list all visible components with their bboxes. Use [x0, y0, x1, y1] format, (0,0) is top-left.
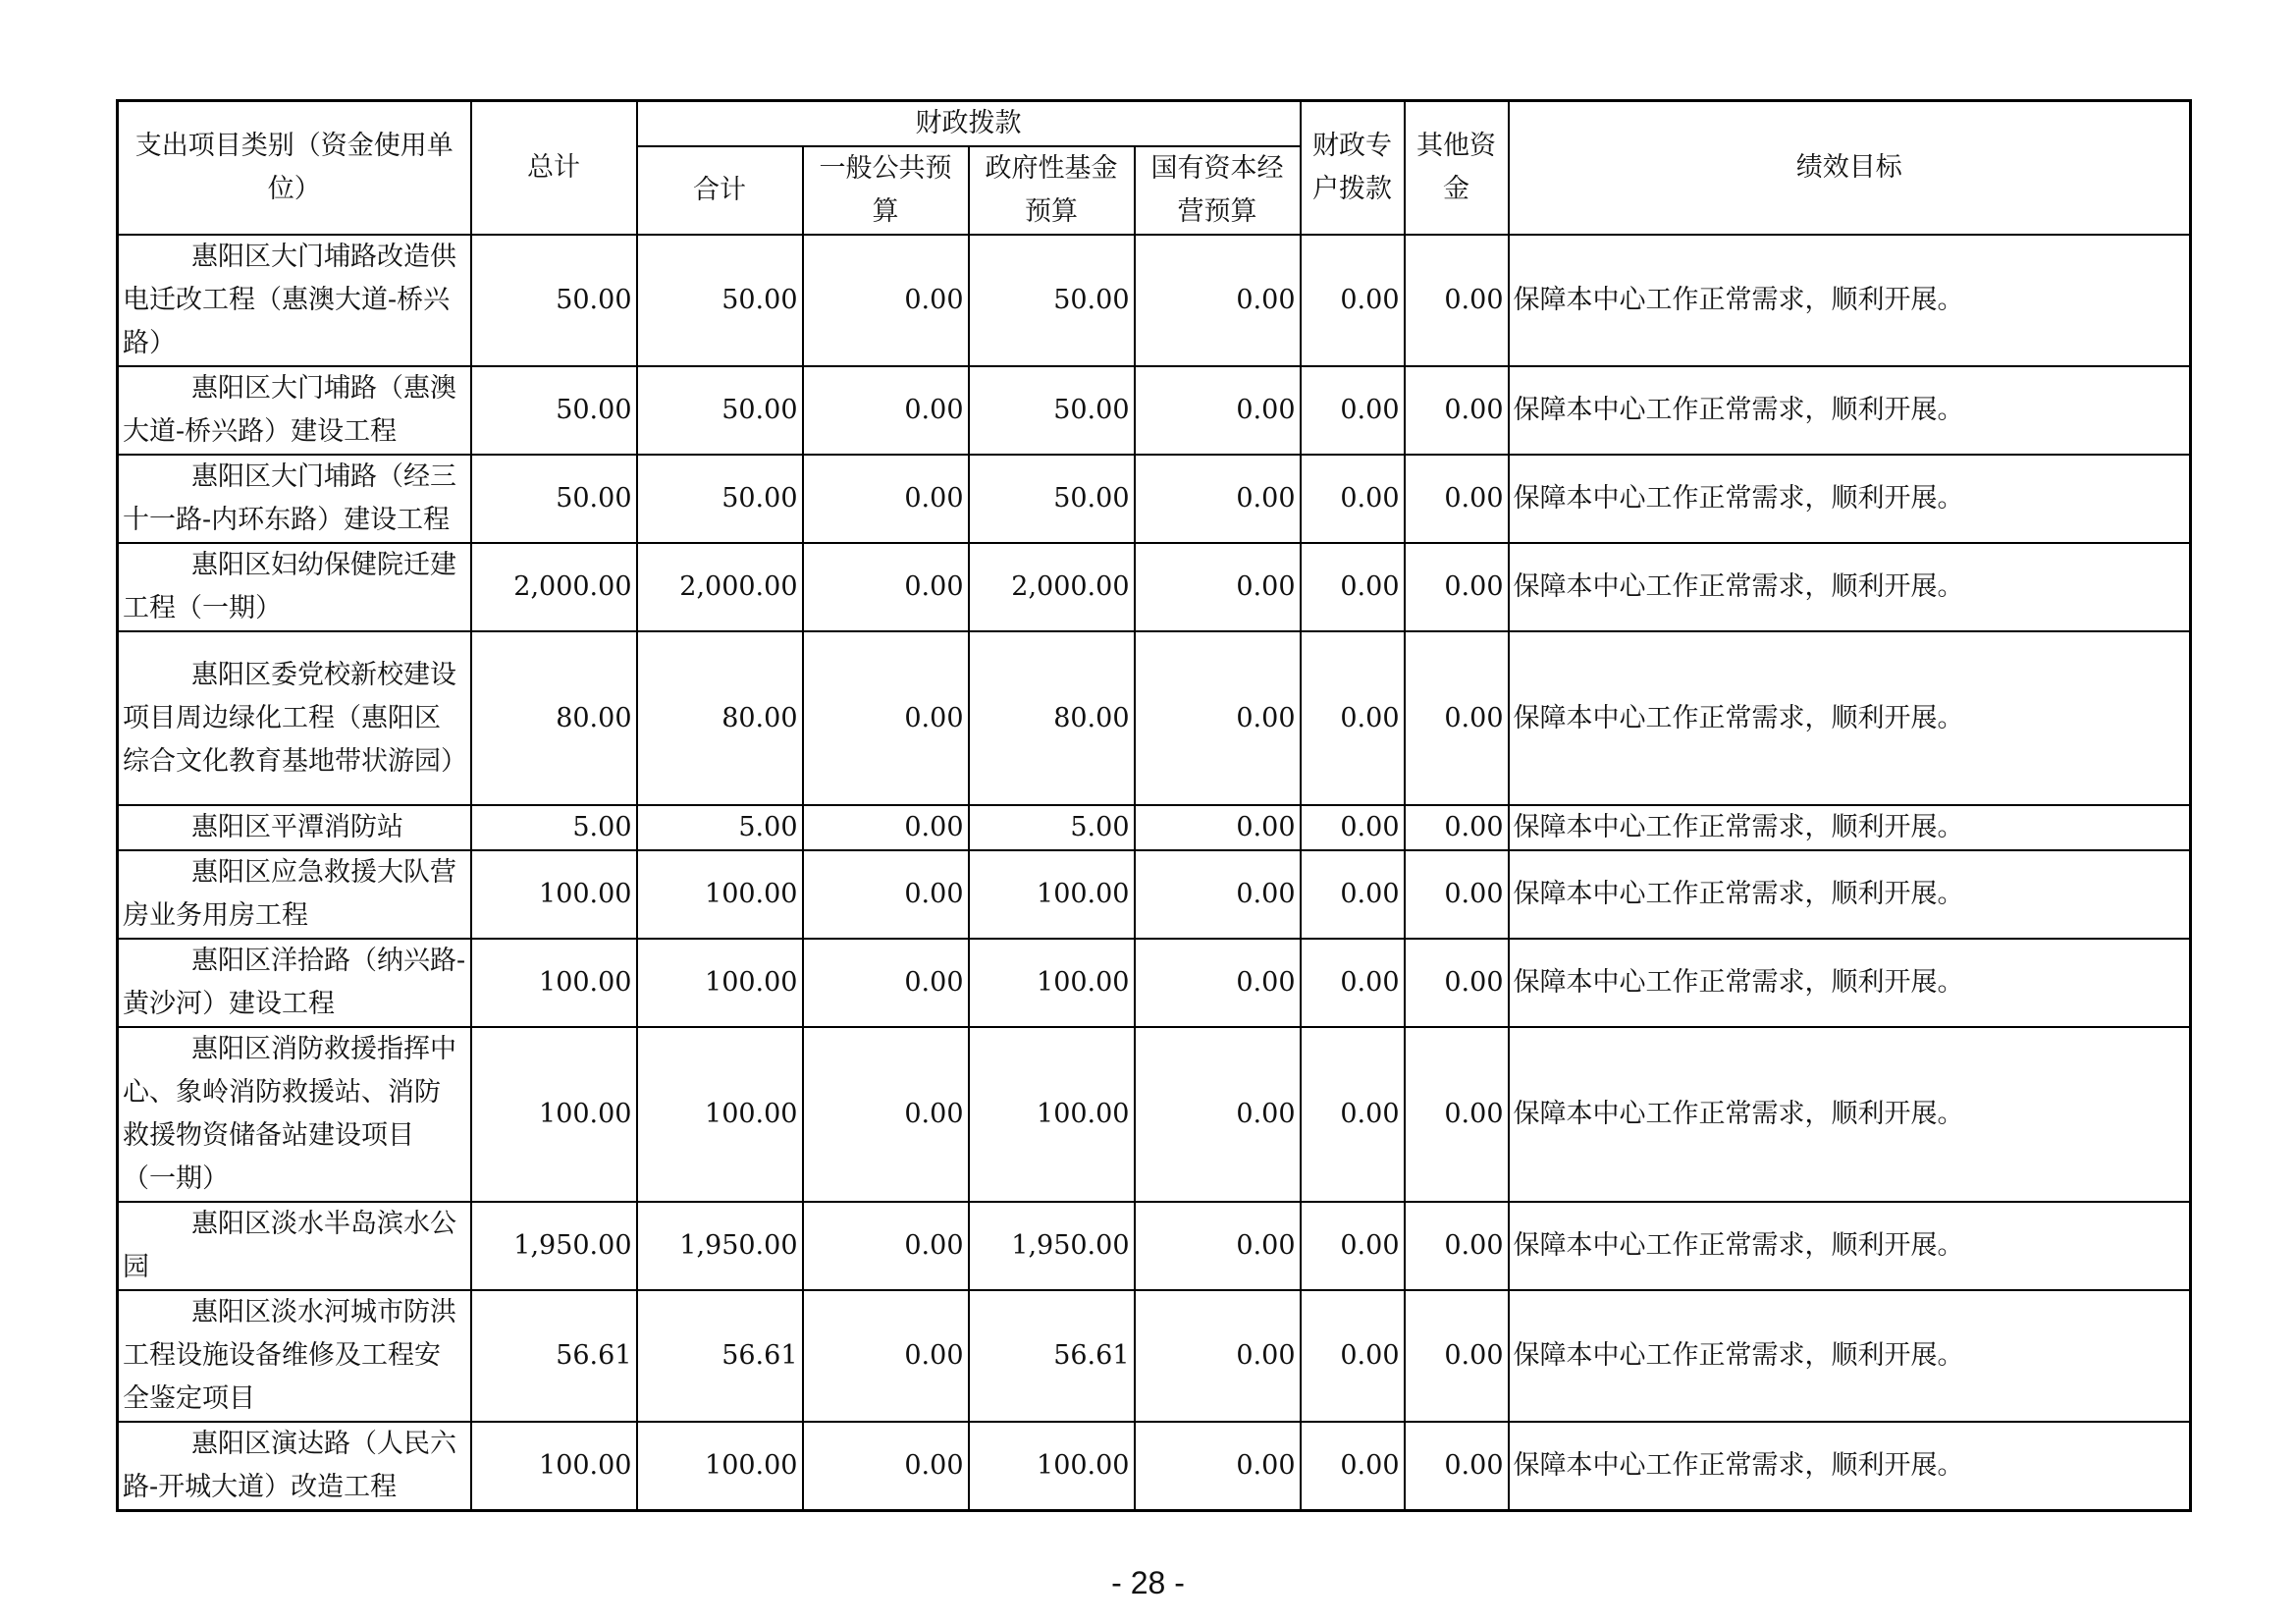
row-goal: 保障本中心工作正常需求，顺利开展。	[1509, 939, 2191, 1027]
row-state: 0.00	[1135, 1290, 1301, 1422]
row-goal: 保障本中心工作正常需求，顺利开展。	[1509, 1290, 2191, 1422]
row-category	[118, 235, 471, 366]
row-special: 0.00	[1301, 235, 1405, 366]
row-other: 0.00	[1405, 1422, 1509, 1511]
row-category	[118, 1422, 471, 1511]
table-row	[118, 455, 2191, 543]
row-sum: 56.61	[637, 1290, 803, 1422]
row-state: 0.00	[1135, 366, 1301, 455]
row-state: 0.00	[1135, 939, 1301, 1027]
header-fiscal: 财政拨款	[637, 101, 1301, 147]
row-sum: 5.00	[637, 805, 803, 850]
row-category	[118, 1290, 471, 1422]
row-other: 0.00	[1405, 543, 1509, 631]
row-category	[118, 1202, 471, 1290]
header-fiscal-fund: 政府性基金预算	[969, 146, 1135, 235]
row-state: 0.00	[1135, 1202, 1301, 1290]
row-fund: 50.00	[969, 455, 1135, 543]
row-sum: 100.00	[637, 939, 803, 1027]
row-state: 0.00	[1135, 543, 1301, 631]
row-general: 0.00	[803, 366, 969, 455]
row-total: 50.00	[471, 455, 637, 543]
row-general: 0.00	[803, 1202, 969, 1290]
row-fund: 5.00	[969, 805, 1135, 850]
row-goal: 保障本中心工作正常需求，顺利开展。	[1509, 805, 2191, 850]
row-category	[118, 366, 471, 455]
row-state: 0.00	[1135, 850, 1301, 939]
row-total: 50.00	[471, 366, 637, 455]
row-state: 0.00	[1135, 235, 1301, 366]
row-sum: 50.00	[637, 366, 803, 455]
row-sum: 50.00	[637, 235, 803, 366]
table-row	[118, 939, 2191, 1027]
row-category	[118, 805, 471, 850]
table-row	[118, 1290, 2191, 1422]
row-other: 0.00	[1405, 1290, 1509, 1422]
row-sum: 1,950.00	[637, 1202, 803, 1290]
row-special: 0.00	[1301, 455, 1405, 543]
table-row	[118, 543, 2191, 631]
row-other: 0.00	[1405, 1202, 1509, 1290]
row-general: 0.00	[803, 543, 969, 631]
row-special: 0.00	[1301, 1290, 1405, 1422]
row-fund: 50.00	[969, 235, 1135, 366]
row-category	[118, 631, 471, 805]
row-other: 0.00	[1405, 805, 1509, 850]
row-general: 0.00	[803, 805, 969, 850]
row-other: 0.00	[1405, 366, 1509, 455]
table-body	[118, 235, 2191, 1511]
row-category	[118, 939, 471, 1027]
row-total: 1,950.00	[471, 1202, 637, 1290]
row-total: 56.61	[471, 1290, 637, 1422]
row-category	[118, 850, 471, 939]
table-row	[118, 850, 2191, 939]
row-goal: 保障本中心工作正常需求，顺利开展。	[1509, 455, 2191, 543]
header-fiscal-state: 国有资本经营预算	[1135, 146, 1301, 235]
row-category-text: 惠阳区委党校新校建设项目周边绿化工程（惠阳区综合文化教育基地带状游园）	[123, 659, 467, 777]
row-general: 0.00	[803, 455, 969, 543]
row-general: 0.00	[803, 1290, 969, 1422]
row-fund: 2,000.00	[969, 543, 1135, 631]
row-sum: 100.00	[637, 1422, 803, 1511]
row-category-text: 惠阳区妇幼保健院迁建工程（一期）	[123, 550, 456, 623]
row-category-text: 惠阳区淡水河城市防洪工程设施设备维修及工程安全鉴定项目	[123, 1297, 456, 1414]
row-other: 0.00	[1405, 631, 1509, 805]
row-general: 0.00	[803, 850, 969, 939]
row-category-text: 惠阳区洋拾路（纳兴路-黄沙河）建设工程	[123, 946, 466, 1019]
row-special: 0.00	[1301, 850, 1405, 939]
row-special: 0.00	[1301, 1422, 1405, 1511]
row-fund: 100.00	[969, 939, 1135, 1027]
header-fiscal-sum: 合计	[637, 146, 803, 235]
row-state: 0.00	[1135, 455, 1301, 543]
table-row	[118, 1422, 2191, 1511]
row-category-text: 惠阳区消防救援指挥中心、象岭消防救援站、消防救援物资储备站建设项目（一期）	[123, 1034, 456, 1194]
page-number: - 28 -	[1111, 1565, 1185, 1600]
table-row	[118, 235, 2191, 366]
header-total: 总计	[471, 101, 637, 236]
table-row	[118, 805, 2191, 850]
row-category	[118, 1027, 471, 1202]
row-special: 0.00	[1301, 805, 1405, 850]
row-fund: 80.00	[969, 631, 1135, 805]
row-category-text: 惠阳区大门埔路（经三十一路-内环东路）建设工程	[123, 461, 456, 535]
table-row	[118, 1027, 2191, 1202]
row-goal: 保障本中心工作正常需求，顺利开展。	[1509, 235, 2191, 366]
row-general: 0.00	[803, 1027, 969, 1202]
header-special: 财政专户拨款	[1301, 101, 1405, 236]
header-other: 其他资金	[1405, 101, 1509, 236]
row-sum: 100.00	[637, 850, 803, 939]
row-state: 0.00	[1135, 805, 1301, 850]
row-general: 0.00	[803, 939, 969, 1027]
row-other: 0.00	[1405, 939, 1509, 1027]
row-other: 0.00	[1405, 235, 1509, 366]
row-fund: 100.00	[969, 850, 1135, 939]
row-other: 0.00	[1405, 455, 1509, 543]
row-other: 0.00	[1405, 850, 1509, 939]
header-category: 支出项目类别（资金使用单位）	[118, 101, 471, 236]
row-fund: 100.00	[969, 1027, 1135, 1202]
row-category-text: 惠阳区淡水半岛滨水公园	[123, 1209, 456, 1282]
row-category	[118, 543, 471, 631]
row-total: 100.00	[471, 939, 637, 1027]
row-sum: 50.00	[637, 455, 803, 543]
row-goal: 保障本中心工作正常需求，顺利开展。	[1509, 1027, 2191, 1202]
row-category-text: 惠阳区应急救援大队营房业务用房工程	[123, 857, 456, 931]
row-goal: 保障本中心工作正常需求，顺利开展。	[1509, 1422, 2191, 1511]
row-total: 100.00	[471, 1422, 637, 1511]
row-goal: 保障本中心工作正常需求，顺利开展。	[1509, 543, 2191, 631]
row-goal: 保障本中心工作正常需求，顺利开展。	[1509, 850, 2191, 939]
row-general: 0.00	[803, 235, 969, 366]
row-special: 0.00	[1301, 1027, 1405, 1202]
table-row	[118, 366, 2191, 455]
row-total: 50.00	[471, 235, 637, 366]
row-category-text: 惠阳区平潭消防站	[191, 812, 403, 842]
row-goal: 保障本中心工作正常需求，顺利开展。	[1509, 1202, 2191, 1290]
row-special: 0.00	[1301, 366, 1405, 455]
row-fund: 1,950.00	[969, 1202, 1135, 1290]
row-fund: 100.00	[969, 1422, 1135, 1511]
row-general: 0.00	[803, 1422, 969, 1511]
row-sum: 2,000.00	[637, 543, 803, 631]
row-goal: 保障本中心工作正常需求，顺利开展。	[1509, 366, 2191, 455]
header-fiscal-general: 一般公共预算	[803, 146, 969, 235]
row-total: 2,000.00	[471, 543, 637, 631]
row-total: 80.00	[471, 631, 637, 805]
row-fund: 56.61	[969, 1290, 1135, 1422]
row-state: 0.00	[1135, 631, 1301, 805]
expenditure-table	[116, 99, 2192, 1512]
row-sum: 80.00	[637, 631, 803, 805]
row-total: 5.00	[471, 805, 637, 850]
row-total: 100.00	[471, 850, 637, 939]
row-total: 100.00	[471, 1027, 637, 1202]
row-category-text: 惠阳区大门埔路（惠澳大道-桥兴路）建设工程	[123, 373, 456, 447]
row-special: 0.00	[1301, 939, 1405, 1027]
row-state: 0.00	[1135, 1422, 1301, 1511]
row-other: 0.00	[1405, 1027, 1509, 1202]
row-category	[118, 455, 471, 543]
row-fund: 50.00	[969, 366, 1135, 455]
row-special: 0.00	[1301, 543, 1405, 631]
table-row	[118, 1202, 2191, 1290]
row-category-text: 惠阳区大门埔路改造供电迁改工程（惠澳大道-桥兴路）	[123, 242, 456, 358]
row-general: 0.00	[803, 631, 969, 805]
row-category-text: 惠阳区演达路（人民六路-开城大道）改造工程	[123, 1429, 456, 1502]
header-goal: 绩效目标	[1509, 101, 2191, 236]
table-row	[118, 631, 2191, 805]
row-state: 0.00	[1135, 1027, 1301, 1202]
row-goal: 保障本中心工作正常需求，顺利开展。	[1509, 631, 2191, 805]
row-special: 0.00	[1301, 1202, 1405, 1290]
row-sum: 100.00	[637, 1027, 803, 1202]
row-special: 0.00	[1301, 631, 1405, 805]
